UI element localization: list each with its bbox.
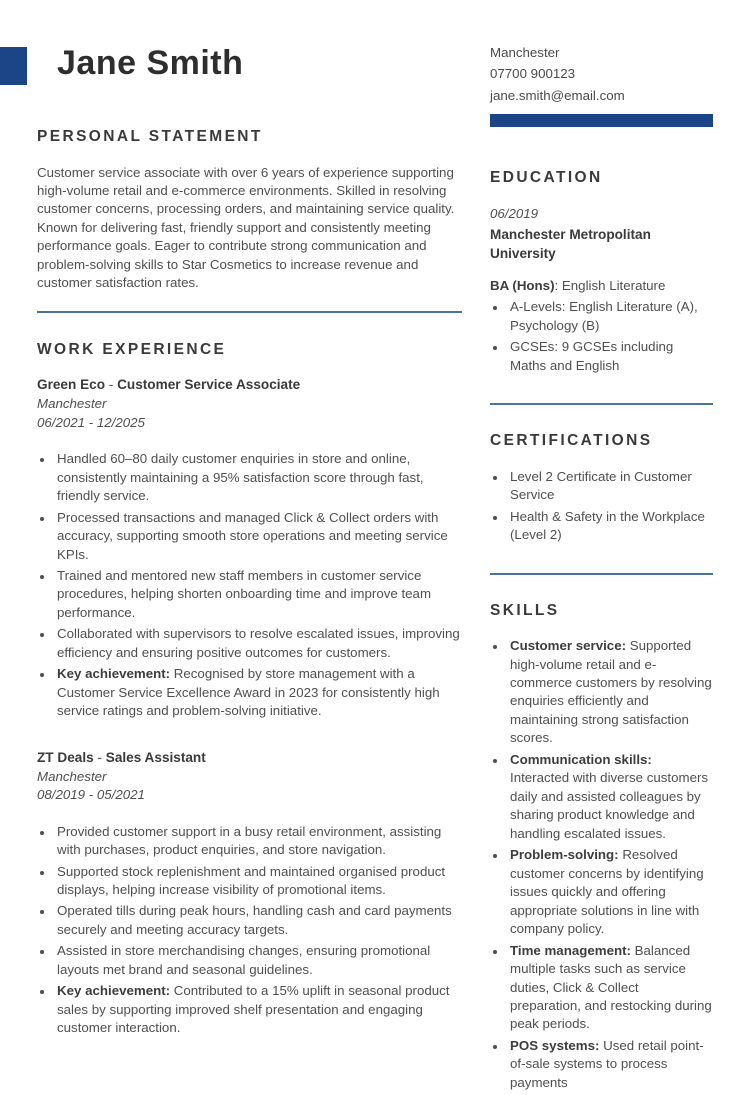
degree-text: : English Literature — [554, 277, 666, 293]
job-role: Customer Service Associate — [117, 377, 301, 393]
skills-heading: SKILLS — [490, 601, 560, 619]
header-accent-bar — [490, 114, 713, 127]
job-bullet-list — [37, 823, 462, 1038]
job-entry — [37, 376, 462, 720]
job-company: Green Eco — [37, 377, 105, 393]
bullet-lead: Key achievement: — [57, 666, 171, 682]
accent-square — [0, 47, 27, 85]
bullet-lead: Key achievement: — [57, 983, 171, 999]
certifications-bullet-list — [490, 468, 713, 545]
education-school: Manchester Metropolitan University — [490, 227, 651, 261]
job-dates: 08/2019 - 05/2021 — [37, 787, 145, 803]
contact-phone: 07700 900123 — [490, 66, 576, 82]
bullet-text: Supported high-volume retail and e-commerce customers by resolving enquiries efficiently and maintaining strong satisfaction scores. — [510, 638, 712, 746]
bullet-item: • Handled 60–80 daily customer enquiries in store and online, consistently maintaining a 95% satisfaction score through fast, friendly service. — [54, 450, 462, 505]
bullet-item: • Processed transactions and managed Click & Collect orders with accuracy, supporting smooth store operations and meeting service KPIs. — [54, 509, 462, 564]
certifications-heading: CERTIFICATIONS — [490, 432, 653, 450]
bullet-item — [54, 982, 462, 1037]
job-title-separator: - — [97, 749, 102, 765]
bullet-item: • GCSEs: 9 GCSEs including Maths and English — [507, 338, 713, 375]
degree-label: BA (Hons) — [490, 277, 555, 293]
bullet-text: Used retail point-of-sale systems to process payments — [510, 1037, 704, 1090]
bullet-lead: POS systems: — [510, 1037, 600, 1053]
job-location: Manchester — [37, 396, 107, 412]
bullet-item — [507, 637, 713, 748]
education-degree-line — [490, 277, 713, 295]
personal-statement-heading: PERSONAL STATEMENT — [37, 128, 263, 145]
bullet-item: • Level 2 Certificate in Customer Service — [507, 468, 713, 505]
contact-email: jane.smith@email.com — [490, 87, 625, 103]
job-header — [37, 749, 462, 805]
personal-statement-text: Customer service associate with over 6 years of experience supporting high-volume retail and e-commerce environments. Skilled in resolving customer concerns, processing orders, and maintaining service quality. Known for delivering fast, friendly support and consistently meeting performance goals. Eager to contribute strong communication and problem-solving skills to Star Cosmetics to increase revenue and customer satisfaction rates. — [37, 164, 455, 291]
job-company: ZT Deals — [37, 749, 94, 765]
bullet-item — [507, 846, 713, 938]
bullet-text: Interacted with diverse customers daily and assisted colleagues by sharing product knowledge and handling escalated issues. — [510, 770, 709, 841]
bullet-item: • Trained and mentored new staff members in customer service procedures, helping shorten onboarding time and improve team performance. — [54, 567, 462, 622]
bullet-text: Balanced multiple tasks such as service duties, Click & Collect preparation, and restocking during peak periods. — [510, 942, 712, 1032]
section-divider — [490, 573, 713, 575]
bullet-text: Contributed to a 15% uplift in seasonal product sales by supporting improved shelf presentation and engaging customer interaction. — [57, 983, 450, 1036]
job-role: Sales Assistant — [105, 749, 206, 765]
education-heading: EDUCATION — [490, 169, 603, 186]
bullet-item: • Health & Safety in the Workplace (Level 2) — [507, 508, 713, 545]
job-title-line — [37, 376, 462, 395]
job-location: Manchester — [37, 768, 107, 784]
skills-bullet-list — [490, 637, 713, 1092]
bullet-item: • Collaborated with supervisors to resolve escalated issues, improving efficiency and ensuring positive outcomes for customers. — [54, 625, 462, 662]
work-experience-heading: WORK EXPERIENCE — [37, 340, 227, 358]
resume-body — [0, 114, 750, 1095]
bullet-item — [507, 751, 713, 843]
job-title-separator: - — [108, 377, 114, 393]
left-column — [37, 114, 462, 1095]
candidate-name: Jane Smith — [57, 44, 244, 82]
contact-block — [490, 44, 625, 108]
bullet-item: • Provided customer support in a busy retail environment, assisting with purchases, product enquiries, and store navigation. — [54, 823, 462, 860]
bullet-item — [507, 1037, 713, 1092]
education-bullet-list — [490, 298, 713, 375]
bullet-item — [54, 665, 462, 720]
bullet-item: • Assisted in store merchandising changes, ensuring promotional layouts met brand and seasonal guidelines. — [54, 942, 462, 979]
bullet-item: • A-Levels: English Literature (A), Psychology (B) — [507, 298, 713, 335]
bullet-text: Recognised by store management with a Customer Service Excellence Award in 2023 for consistently high service ratings and problem-solving initiative. — [57, 666, 440, 719]
contact-location: Manchester — [490, 45, 560, 60]
right-column — [490, 114, 713, 1095]
bullet-item — [507, 942, 713, 1034]
bullet-lead: Problem-solving: — [510, 847, 619, 863]
job-bullet-list — [37, 450, 462, 721]
education-date: 06/2019 — [490, 205, 539, 221]
section-divider — [490, 403, 713, 405]
job-title-line — [37, 749, 462, 768]
bullet-lead: Customer service: — [510, 638, 627, 654]
bullet-text: Resolved customer concerns by identifying issues quickly and offering appropriate solutions in line with company policy. — [510, 847, 704, 937]
bullet-lead: Time management: — [510, 942, 631, 958]
bullet-lead: Communication skills: — [510, 751, 652, 767]
bullet-item: • Operated tills during peak hours, handling cash and card payments securely and meeting accuracy targets. — [54, 902, 462, 939]
job-entry — [37, 749, 462, 1038]
section-divider — [37, 311, 462, 313]
resume-header — [0, 0, 750, 114]
bullet-item: • Supported stock replenishment and maintained organised product displays, helping increase visibility of promotional items. — [54, 863, 462, 900]
job-dates: 06/2021 - 12/2025 — [37, 414, 145, 430]
job-header — [37, 376, 462, 432]
